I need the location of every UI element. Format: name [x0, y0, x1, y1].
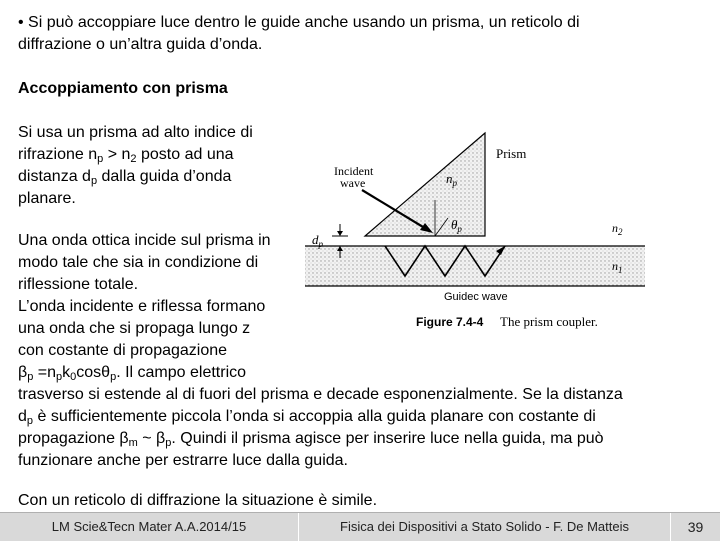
para2-line-8: trasverso si estende al di fuori del prisma e decade esponenzialmente. Se la distanza — [18, 386, 623, 403]
para2-line-6: con costante di propagazione — [18, 342, 228, 359]
label-incident: Incident — [334, 164, 374, 178]
para2-line-4: L’onda incidente e riflessa formano — [18, 298, 266, 315]
para1-line-3: distanza $d_p$ dalla guida d’onda — [18, 168, 232, 187]
dp-arrowhead-up — [337, 231, 343, 236]
para2-line-11: funzionare anche per estrarre luce dalla guida. — [18, 452, 348, 469]
prism-shape — [365, 133, 485, 236]
label-theta-p: $\theta_p$ — [451, 217, 462, 234]
section-title: Accoppiamento con prisma — [18, 80, 228, 97]
figure-caption-text: The prism coupler. — [500, 314, 598, 329]
para2-line-7: $\beta_p =n_pk_0\cos\theta_p$. Il campo elettrico — [18, 364, 247, 383]
label-dp: $d_p$ — [312, 232, 323, 249]
para2-line-10: propagazione $\beta_m$ ~ $\beta_p$. Quindi il prisma agisce per inserire luce nella guida, ma può — [18, 430, 604, 449]
label-incident-wave: wave — [340, 176, 366, 190]
prism-coupler-figure — [300, 128, 645, 340]
para2-line-1: Una onda ottica incide sul prisma in — [18, 232, 271, 249]
closing-line: Con un reticolo di diffrazione la situazione è simile. — [18, 492, 378, 509]
para2-line-9: $d_p$ è sufficientemente piccola l’onda si accoppia alla guida planare con costante di — [18, 408, 596, 427]
label-guided-wave: Guidec wave — [444, 291, 508, 303]
para2-line-5: una onda che si propaga lungo z — [18, 320, 251, 337]
waveguide-slab — [305, 246, 645, 286]
footer-title: Fisica dei Dispositivi a Stato Solido - F. De Matteis — [340, 519, 629, 534]
footer-course: LM Scie&Tecn Mater A.A.2014/15 — [51, 519, 247, 534]
para1-line-1: Si usa un prisma ad alto indice di — [18, 124, 253, 141]
figure-caption-number: Figure 7.4-4 — [416, 315, 484, 329]
footer-page-number: 39 — [687, 519, 704, 535]
para1-line-4: planare. — [18, 190, 76, 207]
label-prism: Prism — [496, 146, 527, 161]
intro-line-1: • Si può accoppiare luce dentro le guide anche usando un prisma, un reticolo di — [18, 14, 580, 31]
para2-line-2: modo tale che sia in condizione di — [18, 254, 259, 271]
label-n2: $n_2$ — [612, 221, 623, 237]
para2-line-3: riflessione totale. — [18, 276, 139, 293]
footer-bar — [0, 512, 720, 541]
label-n1: $n_1$ — [612, 259, 623, 275]
label-np: $n_p$ — [446, 171, 457, 188]
para1-line-2: rifrazione $n_p > n_2$ posto ad una — [18, 146, 234, 165]
intro-line-2: diffrazione o un’altra guida d’onda. — [18, 36, 263, 53]
